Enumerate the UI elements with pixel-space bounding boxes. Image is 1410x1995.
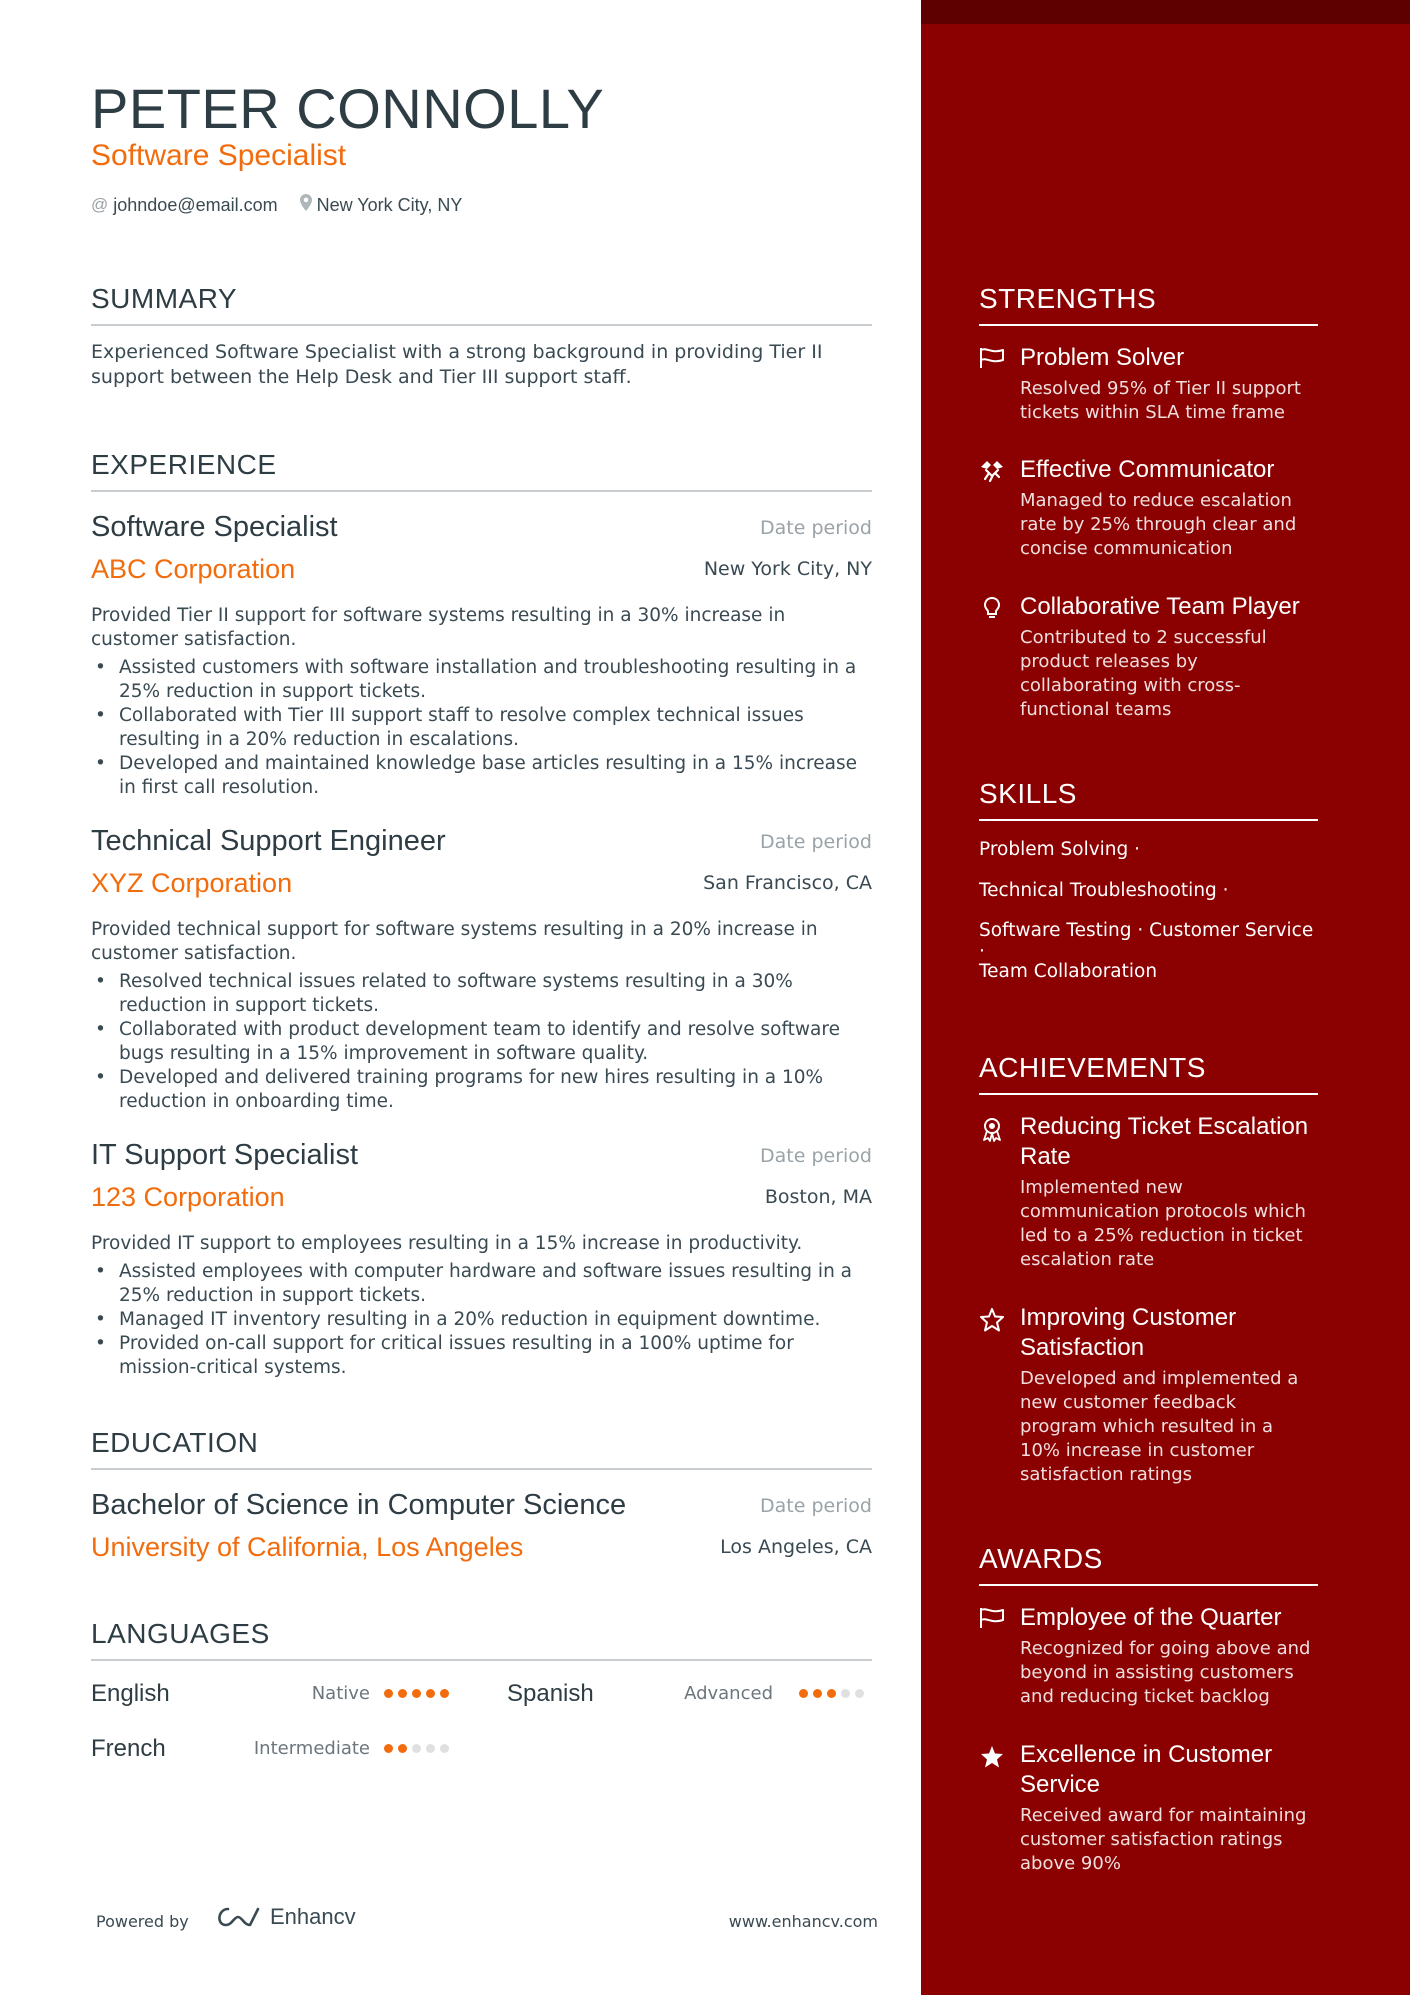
achievements-section bbox=[979, 1052, 1318, 1512]
flag-icon bbox=[979, 347, 1005, 373]
section-title: SKILLS bbox=[979, 778, 1318, 821]
job-description bbox=[91, 604, 872, 800]
job-entry bbox=[91, 1139, 872, 1409]
award-title: Employee of the Quarter bbox=[1020, 1604, 1282, 1631]
award-title: Excellence in Customer Service bbox=[1020, 1741, 1273, 1798]
strength-item bbox=[979, 592, 1318, 722]
contact-row bbox=[91, 194, 484, 216]
experience-section bbox=[91, 449, 872, 492]
email-item[interactable] bbox=[91, 195, 278, 216]
star-outline-icon bbox=[979, 1307, 1005, 1333]
section-title: EDUCATION bbox=[91, 1427, 872, 1470]
education-location: Los Angeles, CA bbox=[720, 1536, 872, 1558]
award-item bbox=[979, 1740, 1318, 1876]
achievement-title: Improving Customer Satisfaction bbox=[1020, 1304, 1237, 1361]
strengths-section bbox=[979, 283, 1318, 743]
section-title: ACHIEVEMENTS bbox=[979, 1052, 1318, 1095]
strength-desc: Contributed to 2 successful product releases by collaborating with cross-functional teams bbox=[1020, 627, 1267, 720]
list-item: • Provided on-call support for critical issues resulting in a 100% uptime for mission-critical systems. bbox=[91, 1332, 872, 1380]
job-summary: Provided technical support for software systems resulting in a 20% increase in customer satisfaction. bbox=[91, 919, 818, 964]
language-name: Spanish bbox=[507, 1680, 594, 1707]
job-location: Boston, MA bbox=[764, 1186, 872, 1208]
section-title: AWARDS bbox=[979, 1543, 1318, 1586]
language-name: French bbox=[91, 1735, 166, 1762]
summary-section bbox=[91, 283, 872, 390]
languages-section bbox=[91, 1618, 872, 1661]
language-rating bbox=[384, 1689, 449, 1698]
language-item bbox=[91, 1680, 481, 1714]
job-bullets bbox=[91, 656, 872, 800]
flag-icon bbox=[979, 1607, 1005, 1633]
strength-desc: Resolved 95% of Tier II support tickets within SLA time frame bbox=[1020, 378, 1301, 423]
enhancv-logo-icon bbox=[214, 1905, 262, 1929]
candidate-role: Software Specialist bbox=[91, 139, 347, 172]
skills-section bbox=[979, 778, 1318, 1018]
rating-dot bbox=[813, 1689, 822, 1698]
section-title: STRENGTHS bbox=[979, 283, 1318, 326]
website-link[interactable]: www.enhancv.com bbox=[728, 1912, 878, 1931]
language-level: Advanced bbox=[684, 1683, 773, 1704]
achievement-desc: Developed and implemented a new customer feedback program which resulted in a 10% increase in customer satisfaction ratings bbox=[1020, 1368, 1299, 1485]
list-item: • Developed and maintained knowledge base articles resulting in a 15% increase in first call resolution. bbox=[91, 752, 872, 800]
list-item: • Assisted customers with software installation and troubleshooting resulting in a 25% reduction in support tickets. bbox=[91, 656, 872, 704]
summary-text: Experienced Software Specialist with a strong background in providing Tier II support between the Help Desk and Tier III support staff. bbox=[91, 341, 823, 388]
language-rating bbox=[384, 1744, 449, 1753]
achievement-title: Reducing Ticket Escalation Rate bbox=[1020, 1113, 1309, 1170]
sidebar-content bbox=[921, 0, 1410, 1995]
job-company: 123 Corporation bbox=[91, 1182, 285, 1212]
list-item: • Collaborated with Tier III support staff to resolve complex technical issues resulting in a 20% reduction in escalations. bbox=[91, 704, 872, 752]
rating-dot bbox=[384, 1744, 393, 1753]
language-rating bbox=[799, 1689, 864, 1698]
job-bullets bbox=[91, 1260, 872, 1380]
rating-dot bbox=[426, 1689, 435, 1698]
location-text: New York City, NY bbox=[316, 194, 463, 215]
list-item: • Managed IT inventory resulting in a 20% reduction in equipment downtime. bbox=[91, 1308, 872, 1332]
list-item: • Assisted employees with computer hardware and software issues resulting in a 25% reduction in support tickets. bbox=[91, 1260, 872, 1308]
strength-title: Collaborative Team Player bbox=[1020, 593, 1300, 620]
brand-name: Enhancv bbox=[270, 1904, 356, 1929]
rating-dot bbox=[440, 1744, 449, 1753]
job-company: ABC Corporation bbox=[91, 554, 296, 584]
section-title: EXPERIENCE bbox=[91, 449, 872, 492]
rating-dot bbox=[827, 1689, 836, 1698]
star-filled-icon bbox=[979, 1744, 1005, 1770]
job-date: Date period bbox=[760, 831, 872, 853]
location-pin-icon bbox=[300, 194, 312, 216]
language-name: English bbox=[91, 1680, 170, 1707]
list-item: • Resolved technical issues related to software systems resulting in a 30% reduction in support tickets. bbox=[91, 970, 872, 1018]
award-desc: Recognized for going above and beyond in assisting customers and reducing ticket backlog bbox=[1020, 1638, 1311, 1707]
education-date: Date period bbox=[760, 1495, 872, 1517]
job-title: Technical Support Engineer bbox=[91, 825, 446, 857]
strength-item bbox=[979, 455, 1318, 561]
job-entry bbox=[91, 511, 872, 801]
lightbulb-icon bbox=[979, 596, 1005, 622]
job-description bbox=[91, 1232, 872, 1380]
language-level: Native bbox=[311, 1683, 370, 1704]
job-date: Date period bbox=[760, 517, 872, 539]
handshake-icon bbox=[979, 459, 1005, 485]
strength-desc: Managed to reduce escalation rate by 25% through clear and concise communication bbox=[1020, 490, 1297, 559]
education-section bbox=[91, 1427, 872, 1470]
achievement-desc: Implemented new communication protocols which led to a 25% reduction in ticket escalation rate bbox=[1020, 1177, 1306, 1270]
education-entry bbox=[91, 1489, 872, 1579]
strength-title: Problem Solver bbox=[1020, 344, 1185, 371]
strength-item bbox=[979, 343, 1318, 425]
awards-section bbox=[979, 1543, 1318, 1903]
job-bullets bbox=[91, 970, 872, 1114]
job-description bbox=[91, 918, 872, 1114]
medal-icon bbox=[979, 1116, 1005, 1142]
strength-title: Effective Communicator bbox=[1020, 456, 1275, 483]
email-text: johndoe@email.com bbox=[113, 194, 278, 215]
rating-dot bbox=[426, 1744, 435, 1753]
job-entry bbox=[91, 825, 872, 1115]
degree: Bachelor of Science in Computer Science bbox=[91, 1489, 627, 1521]
skill-line: Team Collaboration bbox=[979, 961, 1158, 982]
section-title: SUMMARY bbox=[91, 283, 872, 326]
skill-line: Software Testing · Customer Service · bbox=[979, 920, 1314, 962]
achievement-item bbox=[979, 1303, 1318, 1487]
language-level: Intermediate bbox=[253, 1738, 370, 1759]
school: University of California, Los Angeles bbox=[91, 1532, 524, 1562]
rating-dot bbox=[440, 1689, 449, 1698]
language-item bbox=[91, 1735, 481, 1769]
rating-dot bbox=[398, 1689, 407, 1698]
list-item: • Collaborated with product development team to identify and resolve software bugs resulting in a 15% improvement in software quality. bbox=[91, 1018, 872, 1066]
rating-dot bbox=[412, 1689, 421, 1698]
section-title: LANGUAGES bbox=[91, 1618, 872, 1661]
rating-dot bbox=[398, 1744, 407, 1753]
at-icon: @ bbox=[91, 195, 109, 214]
job-title: Software Specialist bbox=[91, 511, 338, 543]
rating-dot bbox=[799, 1689, 808, 1698]
candidate-name: PETER CONNOLLY bbox=[91, 77, 605, 140]
language-item bbox=[507, 1680, 872, 1714]
job-location: New York City, NY bbox=[703, 558, 872, 580]
job-location: San Francisco, CA bbox=[703, 872, 872, 894]
skill-line: Technical Troubleshooting · bbox=[979, 880, 1229, 901]
achievement-item bbox=[979, 1112, 1318, 1272]
list-item: • Developed and delivered training programs for new hires resulting in a 10% reduction in onboarding time. bbox=[91, 1066, 872, 1114]
rating-dot bbox=[855, 1689, 864, 1698]
powered-by-text: Powered by bbox=[96, 1912, 189, 1931]
location-item bbox=[300, 194, 463, 216]
job-date: Date period bbox=[760, 1145, 872, 1167]
job-summary: Provided IT support to employees resulting in a 15% increase in productivity. bbox=[91, 1233, 803, 1254]
job-summary: Provided Tier II support for software systems resulting in a 30% increase in customer satisfaction. bbox=[91, 605, 786, 650]
skill-line: Problem Solving · bbox=[979, 839, 1141, 860]
job-company: XYZ Corporation bbox=[91, 868, 293, 898]
enhancv-logo[interactable] bbox=[214, 1904, 356, 1930]
rating-dot bbox=[841, 1689, 850, 1698]
award-item bbox=[979, 1603, 1318, 1709]
job-title: IT Support Specialist bbox=[91, 1139, 359, 1171]
award-desc: Received award for maintaining customer satisfaction ratings above 90% bbox=[1020, 1805, 1307, 1874]
rating-dot bbox=[384, 1689, 393, 1698]
rating-dot bbox=[412, 1744, 421, 1753]
